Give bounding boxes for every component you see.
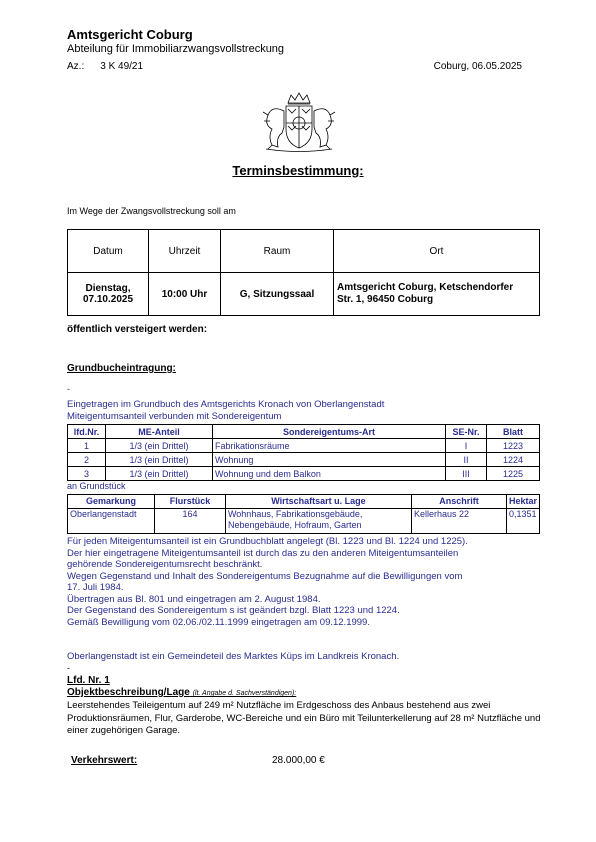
gm-anschrift: Kellerhaus 22 (411, 509, 506, 534)
az-label: Az.: (67, 61, 85, 72)
me-senr: I (446, 439, 487, 453)
termin-value-row (68, 273, 540, 316)
table-row (68, 509, 540, 534)
gm-wirtschaftsart-line1: Wohnhaus, Fabrikationsgebäude, (227, 509, 363, 519)
ortsteil-note: Oberlangenstadt ist ein Gemeindeteil des Marktes Küps im Landkreis Kronach. (67, 651, 400, 662)
me-senr: III (446, 467, 487, 481)
table-row (68, 453, 540, 467)
me-header-senr: SE-Nr. (446, 425, 487, 439)
header-raum: Raum (221, 230, 334, 273)
miteigentum-table (67, 424, 540, 481)
me-header-art: Sondereigentums-Art (213, 425, 446, 439)
me-header-anteil: ME-Anteil (106, 425, 213, 439)
objekt-heading (67, 687, 296, 698)
gm-header-flurstueck: Flurstück (154, 495, 225, 509)
termin-place (334, 273, 540, 316)
me-blatt: 1224 (487, 453, 540, 467)
grundbuch-entry-line2: Miteigentumsanteil verbunden mit Sondereigentum (67, 411, 282, 422)
me-anteil: 1/3 (ein Drittel) (106, 453, 213, 467)
me-anteil: 1/3 (ein Drittel) (106, 439, 213, 453)
place-date: Coburg, 06.05.2025 (433, 61, 522, 72)
dash-separator: - (67, 663, 70, 673)
header-datum: Datum (68, 230, 149, 273)
me-header-nr: lfd.Nr. (68, 425, 106, 439)
note-line: Der hier eingetragene Miteigentumsanteil ist durch das zu den anderen Miteigentumsanteilen (67, 547, 459, 559)
termin-date-weekday: Dienstag, (85, 283, 131, 294)
note-line: 17. Juli 1984. (67, 582, 124, 593)
versteigert-text: öffentlich versteigert werden: (67, 324, 208, 335)
gm-header-row (68, 495, 540, 509)
file-number (67, 61, 143, 72)
note-line: gehörende Sondereigentumsrecht beschränkt. (67, 559, 263, 570)
grundbuch-entry (67, 399, 384, 423)
department: Abteilung für Immobiliarzwangsvollstreckung (67, 43, 285, 55)
termin-date-value: 07.10.2025 (82, 294, 134, 305)
termin-table (67, 229, 540, 316)
bavarian-coat-of-arms-icon (258, 91, 340, 153)
grundbuch-notes (67, 536, 547, 628)
termin-time: 10:00 Uhr (149, 273, 221, 316)
verkehrswert-label: Verkehrswert: (71, 755, 138, 766)
gm-wirtschaftsart (225, 509, 411, 534)
me-nr: 3 (68, 467, 106, 481)
page-title: Terminsbestimmung: (232, 163, 364, 178)
header-uhrzeit: Uhrzeit (149, 230, 221, 273)
lfd-nr-heading: Lfd. Nr. 1 (67, 675, 110, 686)
objekt-heading-note: (lt. Angabe d. Sachverständigen): (192, 690, 297, 697)
court-name: Amtsgericht Coburg (67, 27, 193, 42)
note-line: Wegen Gegenstand und Inhalt des Sondereigentums Bezugnahme auf die Bewilligungen vom (67, 570, 463, 582)
note-line: Für jeden Miteigentumsanteil ist ein Grundbuchblatt angelegt (Bl. 1223 und Bl. 1224 und 1225). (67, 536, 468, 547)
me-blatt: 1225 (487, 467, 540, 481)
verkehrswert-value: 28.000,00 € (272, 755, 325, 766)
me-art: Wohnung und dem Balkon (213, 467, 446, 481)
intro-text: Im Wege der Zwangsvollstreckung soll am (67, 206, 236, 216)
me-senr: II (446, 453, 487, 467)
me-art: Wohnung (213, 453, 446, 467)
termin-header-row (68, 230, 540, 273)
termin-place-line1: Amtsgericht Coburg, Ketschendorfer (337, 282, 514, 293)
note-line: Übertragen aus Bl. 801 und eingetragen am 2. August 1984. (67, 593, 321, 605)
me-nr: 1 (68, 439, 106, 453)
termin-room: G, Sitzungssaal (221, 273, 334, 316)
objekt-heading-text: Objektbeschreibung/Lage (67, 687, 190, 698)
gm-hektar: 0,1351 (506, 509, 539, 534)
me-header-blatt: Blatt (487, 425, 540, 439)
gm-flurstueck: 164 (154, 509, 225, 534)
grundbuch-heading: Grundbucheintragung: (67, 363, 176, 374)
table-row (68, 467, 540, 481)
me-blatt: 1223 (487, 439, 540, 453)
an-grundstueck: an Grundstück (67, 481, 126, 491)
me-header-row (68, 425, 540, 439)
grundbuch-entry-line1: Eingetragen im Grundbuch des Amtsgerichts Kronach von Oberlangenstadt (67, 399, 385, 410)
me-anteil: 1/3 (ein Drittel) (106, 467, 213, 481)
gemarkung-table (67, 494, 540, 534)
note-line: Gemäß Bewilligung vom 02.06./02.11.1999 eingetragen am 09.12.1999. (67, 616, 370, 628)
gm-wirtschaftsart-line2: Nebengebäude, Hofraum, Garten (227, 520, 362, 530)
gm-gemarkung: Oberlangenstadt (68, 509, 155, 534)
header-ort: Ort (334, 230, 540, 273)
me-nr: 2 (68, 453, 106, 467)
dash-separator: - (67, 384, 70, 394)
az-value: 3 K 49/21 (100, 61, 144, 72)
me-art: Fabrikationsräume (213, 439, 446, 453)
note-line: Der Gegenstand des Sondereigentum s ist geändert bzgl. Blatt 1223 und 1224. (67, 605, 400, 616)
gm-header-hektar: Hektar (506, 495, 539, 509)
termin-date (68, 273, 149, 316)
objekt-description: Leerstehendes Teileigentum auf 249 m² Nutzfläche im Erdgeschoss des Anbaus bestehend aus zwei Produktionsräumen, Flur, Garderobe, WC-Bereiche und ein Büro mit Teilunterkellerung auf 28 m² Nutzfläche und einer zugehörigen Garage. (67, 700, 541, 736)
termin-place-line2: Str. 1, 96450 Coburg (337, 294, 434, 305)
gm-header-wirtschaftsart: Wirtschaftsart u. Lage (225, 495, 411, 509)
table-row (68, 439, 540, 453)
gm-header-anschrift: Anschrift (411, 495, 506, 509)
gm-header-gemarkung: Gemarkung (68, 495, 155, 509)
